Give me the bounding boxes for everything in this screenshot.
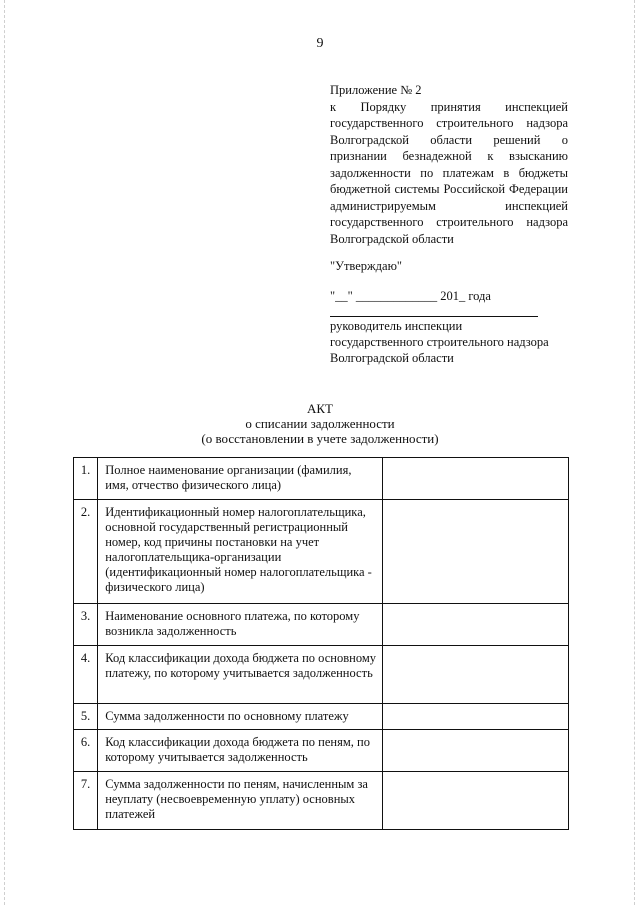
row-value-cell (383, 604, 569, 646)
table-row (74, 704, 569, 730)
row-description: Идентификационный номер налогоплательщика, основной государственный регистрационный номер, код причины постановки на учет налогоплательщика-организации (идентификационный номер налогоплательщика - физического лица) (98, 500, 383, 604)
approval-date-line: "__" _____________ 201_ года (330, 289, 491, 303)
row-number: 2. (74, 500, 98, 604)
act-table (73, 457, 569, 830)
signer-line: государственного строительного надзора (330, 335, 549, 349)
row-description: Код классификации дохода бюджета по пеням, по которому учитывается задолженность (98, 730, 383, 772)
row-value-cell (383, 704, 569, 730)
table-row (74, 730, 569, 772)
row-number: 3. (74, 604, 98, 646)
table-row (74, 500, 569, 604)
signature-line (330, 316, 538, 317)
appendix-text: к Порядку принятия инспекцией государственного строительного надзора Волгоградской области решений о признании безнадежной к взысканию задолженности по платежам в бюджеты бюджетной системы Российской Федерации администрируемым инспекцией государственного строительного надзора Волгоградской области (330, 99, 568, 246)
row-value-cell (383, 730, 569, 772)
signer-line: руководитель инспекции (330, 319, 463, 333)
scan-edge-left (4, 0, 5, 905)
row-number: 6. (74, 730, 98, 772)
table-row (74, 646, 569, 704)
row-value-cell (383, 458, 569, 500)
row-value-cell (383, 646, 569, 704)
page-number: 9 (316, 36, 324, 51)
row-number: 1. (74, 458, 98, 500)
scan-edge-right (634, 0, 635, 905)
act-subtitle-2: (о восстановлении в учете задолженности) (201, 431, 439, 446)
row-description: Код классификации дохода бюджета по основному платежу, по которому учитывается задолженность (98, 646, 383, 704)
act-title: АКТ (307, 401, 333, 416)
table-row (74, 772, 569, 830)
table-row (74, 604, 569, 646)
row-description: Наименование основного платежа, по которому возникла задолженность (98, 604, 383, 646)
appendix-block (330, 82, 568, 247)
act-subtitle: о списании задолженности (245, 416, 395, 431)
row-number: 4. (74, 646, 98, 704)
approval-label: "Утверждаю" (330, 259, 403, 273)
appendix-heading: Приложение № 2 (330, 83, 422, 97)
row-number: 7. (74, 772, 98, 830)
row-value-cell (383, 500, 569, 604)
row-description: Полное наименование организации (фамилия, имя, отчество физического лица) (98, 458, 383, 500)
row-number: 5. (74, 704, 98, 730)
row-description: Сумма задолженности по основному платежу (98, 704, 383, 730)
row-description: Сумма задолженности по пеням, начисленным за неуплату (несвоевременную уплату) основных платежей (98, 772, 383, 830)
table-row (74, 458, 569, 500)
signer-block (330, 318, 570, 366)
act-heading (0, 401, 640, 446)
signer-line: Волгоградской области (330, 351, 454, 365)
row-value-cell (383, 772, 569, 830)
